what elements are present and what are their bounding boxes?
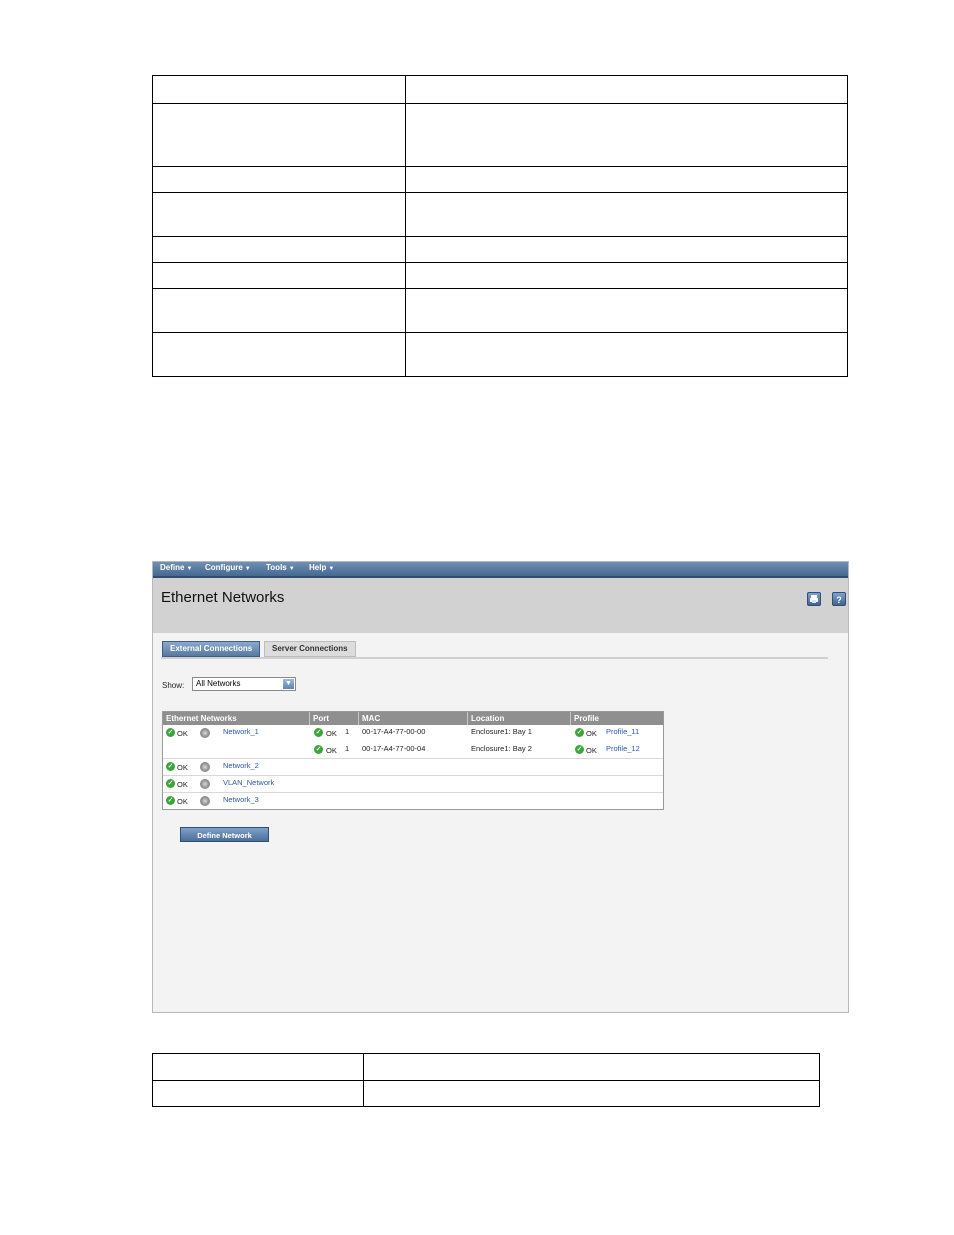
network-filter-value: All Networks [196,679,241,688]
table-cell [406,333,848,377]
status-text: OK [586,746,597,755]
help-icon[interactable]: ? [832,592,846,606]
network-link[interactable]: Network_3 [223,795,259,804]
table-cell [153,104,406,167]
menu-configure[interactable] [205,563,251,572]
status-ok-icon: ✓ [576,746,583,753]
status-ok-icon: ✓ [576,729,583,736]
table-cell [153,193,406,237]
chevron-down-icon[interactable]: ▼ [283,679,294,689]
table-cell [406,104,848,167]
status-text: OK [326,746,337,755]
table-cell [153,263,406,289]
table-cell [406,76,848,104]
table-cell [153,1081,364,1107]
status-text: OK [177,797,188,806]
status-text: OK [326,729,337,738]
status-text: OK [177,729,188,738]
column-header-mac[interactable]: MAC [362,714,381,723]
table-cell [153,167,406,193]
gear-icon [200,796,210,806]
table-cell [406,289,848,333]
network-link[interactable]: VLAN_Network [223,778,275,787]
table-row-network-3 [163,793,663,809]
chevron-down-icon: ▼ [288,566,295,572]
location-value: Enclosure1: Bay 2 [471,744,532,753]
gear-icon [200,779,210,789]
table-cell [153,333,406,377]
status-ok-icon: ✓ [167,780,174,787]
gear-icon [200,728,210,738]
status-ok-icon: ✓ [315,729,322,736]
ethernet-networks-window [152,561,849,1013]
status-ok-icon: ✓ [167,729,174,736]
column-divider [309,712,310,725]
column-divider [570,712,571,725]
chevron-down-icon: ▼ [328,566,335,572]
document-table-bottom [152,1053,820,1107]
profile-link[interactable]: Profile_11 [606,727,640,736]
status-ok-icon: ✓ [167,797,174,804]
column-header-ethernet-networks[interactable]: Ethernet Networks [166,714,237,723]
network-link[interactable]: Network_1 [223,727,259,736]
status-ok-icon: ✓ [315,746,322,753]
ethernet-networks-table [162,711,664,810]
document-table-top [152,75,848,377]
table-cell [153,237,406,263]
status-text: OK [586,729,597,738]
chevron-down-icon: ▼ [186,566,193,572]
status-text: OK [177,763,188,772]
status-text: OK [177,780,188,789]
menu-help[interactable] [309,563,334,572]
page-title: Ethernet Networks [161,589,285,606]
menu-label: Tools [266,563,287,572]
table-cell [153,289,406,333]
menu-define[interactable] [160,563,192,572]
table-row-vlan-network [163,776,663,793]
mac-value: 00-17-A4-77-00-00 [362,727,426,736]
column-divider [467,712,468,725]
table-row-network-2 [163,759,663,776]
port-value: 1 [345,744,350,753]
menu-label: Configure [205,563,243,572]
chevron-down-icon: ▼ [244,566,251,572]
table-cell [406,193,848,237]
main-content [153,633,848,1012]
port-value: 1 [345,727,350,736]
tab-server-connections[interactable]: Server Connections [264,641,356,657]
table-cell [406,263,848,289]
column-divider [358,712,359,725]
table-cell [153,76,406,104]
menu-label: Define [160,563,185,572]
menu-bar [153,562,848,578]
show-label: Show: [162,681,185,690]
menu-label: Help [309,563,327,572]
title-area [153,578,848,633]
table-header [163,712,663,725]
network-filter-select[interactable] [192,677,296,691]
status-ok-icon: ✓ [167,763,174,770]
column-header-location[interactable]: Location [471,714,505,723]
column-header-port[interactable]: Port [313,714,329,723]
network-link[interactable]: Network_2 [223,761,259,770]
menu-tools[interactable] [266,563,295,572]
table-row-network-1 [163,725,663,759]
table-cell [406,167,848,193]
print-icon[interactable] [807,592,821,606]
column-header-profile[interactable]: Profile [574,714,599,723]
table-cell [364,1081,820,1107]
profile-link[interactable]: Profile_12 [606,744,640,753]
tab-divider [161,657,828,659]
mac-value: 00-17-A4-77-00-04 [362,744,426,753]
location-value: Enclosure1: Bay 1 [471,727,532,736]
table-cell [153,1054,364,1081]
table-cell [406,237,848,263]
define-network-button[interactable]: Define Network [180,827,269,842]
tab-external-connections[interactable]: External Connections [162,641,260,657]
gear-icon [200,762,210,772]
table-cell [364,1054,820,1081]
